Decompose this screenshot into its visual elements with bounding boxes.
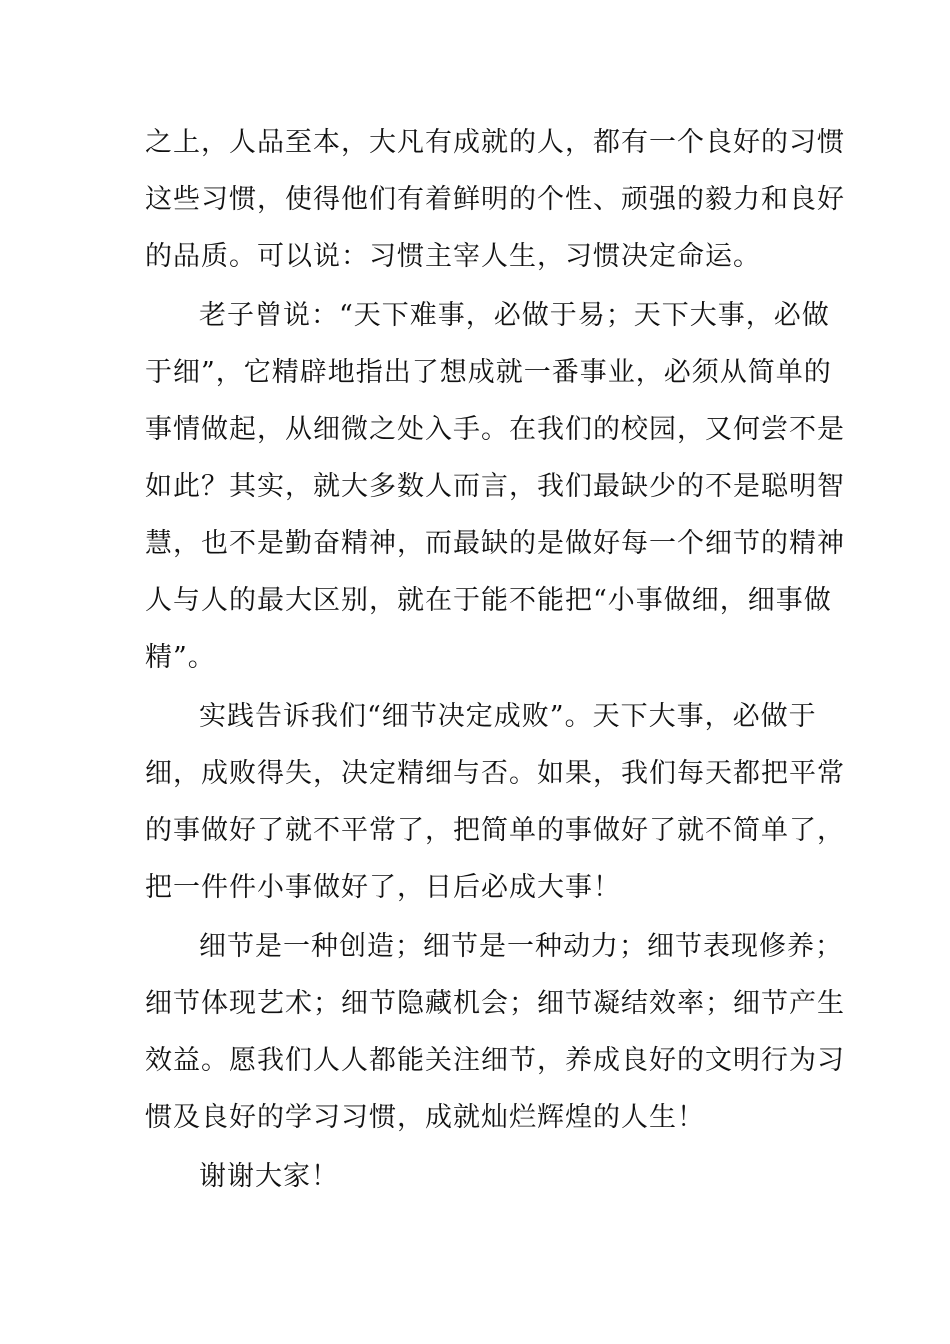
text-line: 于细”，它精辟地指出了想成就一番事业，必须从简单的 (145, 357, 832, 388)
text-line: 把一件件小事做好了，日后必成大事！ (145, 872, 621, 903)
text-line: 事情做起，从细微之处入手。在我们的校园，又何尝不是 (145, 414, 845, 445)
text-line: 细节体现艺术；细节隐藏机会；细节凝结效率；细节产生 (145, 988, 845, 1019)
text-line: 精”。 (145, 642, 216, 673)
text-line: 人与人的最大区别，就在于能不能把“小事做细，细事做 (145, 585, 832, 616)
text-line: 实践告诉我们“细节决定成败”。天下大事，必做于 (199, 701, 817, 732)
text-line: 细，成败得失，决定精细与否。如果，我们每天都把平常 (145, 758, 845, 789)
text-line: 之上，人品至本，大凡有成就的人，都有一个良好的习惯 (145, 127, 845, 158)
text-line: 惯及良好的学习习惯，成就灿烂辉煌的人生！ (145, 1102, 705, 1133)
text-line: 的事做好了就不平常了，把简单的事做好了就不简单了， (145, 815, 845, 846)
text-line: 谢谢大家！ (199, 1161, 339, 1192)
text-line: 细节是一种创造；细节是一种动力；细节表现修养； (199, 931, 843, 962)
text-line: 如此？其实，就大多数人而言，我们最缺少的不是聪明智 (145, 471, 845, 502)
text-line: 这些习惯，使得他们有着鲜明的个性、顽强的毅力和良好 (145, 184, 845, 215)
text-line: 的品质。可以说：习惯主宰人生，习惯决定命运。 (145, 241, 761, 272)
text-line: 效益。愿我们人人都能关注细节，养成良好的文明行为习 (145, 1045, 845, 1076)
text-line: 慧，也不是勤奋精神，而最缺的是做好每一个细节的精神 (145, 528, 845, 559)
text-line: 老子曾说：“天下难事，必做于易；天下大事，必做 (199, 300, 830, 331)
